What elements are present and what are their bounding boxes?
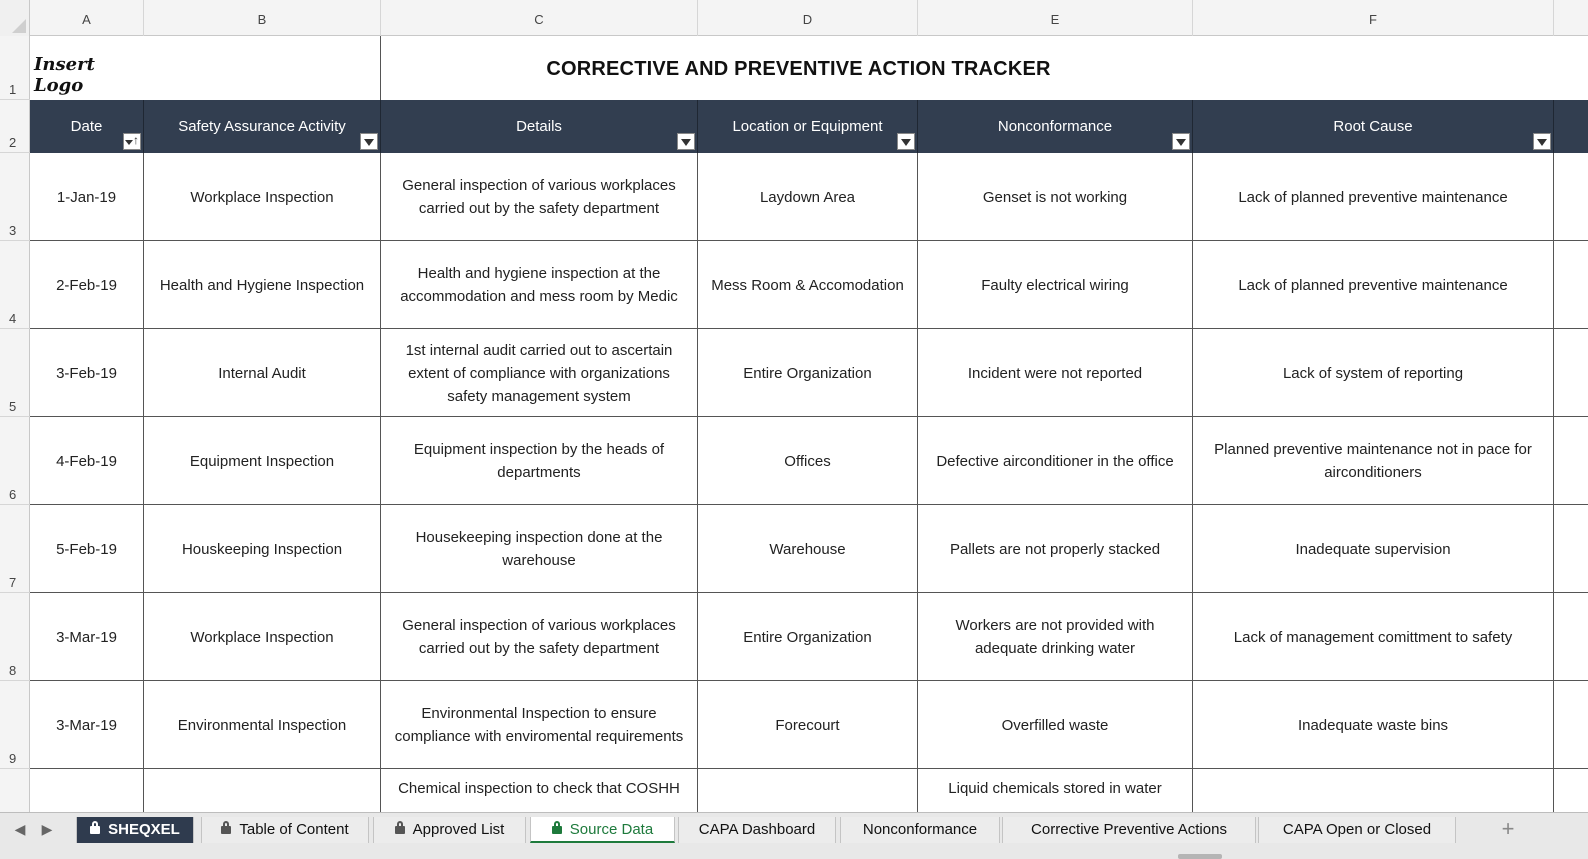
sheet-tab[interactable]: [76, 817, 194, 843]
cell-date[interactable]: 3-Mar-19: [30, 593, 144, 681]
select-all-corner[interactable]: [0, 0, 30, 36]
sheet-tab-label: Source Data: [569, 821, 654, 838]
cell-details[interactable]: Housekeeping inspection done at the warehouse: [381, 505, 698, 593]
cell-root-cause[interactable]: [1193, 769, 1554, 812]
cell-root-cause[interactable]: Planned preventive maintenance not in pace for airconditioners: [1193, 417, 1554, 505]
column-header-d[interactable]: D: [698, 0, 918, 36]
cell-details[interactable]: Chemical inspection to check that COSHH: [381, 769, 698, 812]
cell-overflow[interactable]: [1554, 681, 1588, 769]
row-header[interactable]: [0, 505, 30, 593]
cell-activity[interactable]: Workplace Inspection: [144, 593, 381, 681]
row-number: 7: [9, 575, 17, 590]
cell-date[interactable]: 5-Feb-19: [30, 505, 144, 593]
filter-dropdown-button[interactable]: [897, 133, 915, 150]
cell-location[interactable]: Entire Organization: [698, 593, 918, 681]
cell-date[interactable]: 1-Jan-19: [30, 153, 144, 241]
row-number: 5: [9, 399, 17, 414]
cell-location[interactable]: Warehouse: [698, 505, 918, 593]
cell-overflow[interactable]: [1554, 505, 1588, 593]
cell-date[interactable]: [30, 769, 144, 812]
cell-root-cause[interactable]: Lack of system of reporting: [1193, 329, 1554, 417]
row-header[interactable]: [0, 329, 30, 417]
cell-overflow[interactable]: [1554, 329, 1588, 417]
row-header[interactable]: [0, 417, 30, 505]
sheet-tab-label: CAPA Dashboard: [698, 821, 816, 838]
cell-nonconformance[interactable]: Genset is not working: [918, 153, 1193, 241]
row-number: 6: [9, 487, 17, 502]
cell-overflow[interactable]: [1554, 153, 1588, 241]
column-header-c[interactable]: C: [381, 0, 698, 36]
cell-activity[interactable]: Environmental Inspection: [144, 681, 381, 769]
filter-dropdown-button[interactable]: [677, 133, 695, 150]
row-header[interactable]: [0, 241, 30, 329]
cell-details[interactable]: General inspection of various workplaces carried out by the safety department: [381, 153, 698, 241]
table-row: [30, 769, 1588, 812]
lock-icon: [90, 826, 100, 834]
sheet-tab[interactable]: [840, 817, 1000, 843]
lock-icon: [395, 826, 405, 834]
header-label: Details: [516, 118, 562, 135]
sheet-tab[interactable]: [373, 817, 526, 843]
table-row: [30, 505, 1588, 593]
filter-dropdown-button[interactable]: [1172, 133, 1190, 150]
cell-date[interactable]: 3-Mar-19: [30, 681, 144, 769]
logo-placeholder[interactable]: Insert Logo: [34, 54, 95, 96]
cell-details[interactable]: 1st internal audit carried out to ascertain extent of compliance with organizations safety management system: [381, 329, 698, 417]
header-location[interactable]: [698, 100, 918, 153]
column-header-e[interactable]: E: [918, 0, 1193, 36]
cell-nonconformance[interactable]: Pallets are not properly stacked: [918, 505, 1193, 593]
cell-activity[interactable]: Houskeeping Inspection: [144, 505, 381, 593]
cell-details[interactable]: Environmental Inspection to ensure compliance with enviromental requirements: [381, 681, 698, 769]
cell-nonconformance[interactable]: Incident were not reported: [918, 329, 1193, 417]
row-header[interactable]: [0, 153, 30, 241]
header-label: Location or Equipment: [732, 118, 883, 135]
cell-activity[interactable]: Internal Audit: [144, 329, 381, 417]
cell-details[interactable]: Equipment inspection by the heads of departments: [381, 417, 698, 505]
header-label: Safety Assurance Activity: [178, 118, 346, 135]
table-row: [30, 417, 1588, 505]
sheet-tab-label: Nonconformance: [862, 821, 978, 838]
cell-root-cause[interactable]: Inadequate supervision: [1193, 505, 1554, 593]
cell-details[interactable]: Health and hygiene inspection at the accommodation and mess room by Medic: [381, 241, 698, 329]
cell-nonconformance[interactable]: Workers are not provided with adequate drinking water: [918, 593, 1193, 681]
row-header[interactable]: [0, 593, 30, 681]
table-header-row: [30, 100, 1588, 153]
sheet-tab-label: CAPA Open or Closed: [1282, 821, 1432, 838]
page-title[interactable]: CORRECTIVE AND PREVENTIVE ACTION TRACKER: [546, 58, 1051, 80]
header-label: Date: [70, 118, 103, 135]
sheet-tab-label: Table of Content: [239, 821, 349, 838]
cell-location[interactable]: Mess Room & Accomodation: [698, 241, 918, 329]
cell-date[interactable]: 4-Feb-19: [30, 417, 144, 505]
header-label: Nonconformance: [997, 118, 1113, 135]
row-number: 4: [9, 311, 17, 326]
sheet-tab-bar: [0, 812, 1588, 859]
header-root-cause[interactable]: [1193, 100, 1554, 153]
cell-date[interactable]: 2-Feb-19: [30, 241, 144, 329]
table-row: [30, 329, 1588, 417]
cell-overflow[interactable]: [1554, 417, 1588, 505]
sheet-tab[interactable]: [530, 817, 675, 843]
sheet-tab[interactable]: [1002, 817, 1256, 843]
cell-overflow[interactable]: [1554, 769, 1588, 812]
cell-overflow[interactable]: [1554, 241, 1588, 329]
sort-filter-button[interactable]: [123, 133, 141, 150]
lock-icon: [221, 826, 231, 834]
lock-icon: [552, 826, 562, 834]
cell-location[interactable]: [698, 769, 918, 812]
filter-dropdown-button[interactable]: [360, 133, 378, 150]
table-row: [30, 593, 1588, 681]
cell-location[interactable]: Entire Organization: [698, 329, 918, 417]
row-number: 8: [9, 663, 17, 678]
header-date[interactable]: [30, 100, 144, 153]
add-sheet-button[interactable]: +: [1501, 816, 1515, 841]
row-header-bar: [0, 36, 30, 812]
cell-activity[interactable]: Health and Hygiene Inspection: [144, 241, 381, 329]
cell-details[interactable]: General inspection of various workplaces carried out by the safety department: [381, 593, 698, 681]
column-header-bar: [0, 0, 1588, 36]
cell-nonconformance[interactable]: Defective airconditioner in the office: [918, 417, 1193, 505]
filter-dropdown-button[interactable]: [1533, 133, 1551, 150]
cell-location[interactable]: Laydown Area: [698, 153, 918, 241]
sheet-tab[interactable]: [678, 817, 836, 843]
row-number: 1: [9, 82, 17, 97]
cell-activity[interactable]: Workplace Inspection: [144, 153, 381, 241]
sheet-tab[interactable]: [1258, 817, 1456, 843]
header-activity[interactable]: [144, 100, 381, 153]
table-row: [30, 241, 1588, 329]
row-header[interactable]: [0, 681, 30, 769]
cell-root-cause[interactable]: Lack of management comittment to safety: [1193, 593, 1554, 681]
previous-sheet-icon[interactable]: ◀: [14, 821, 26, 837]
row-header[interactable]: [0, 36, 30, 100]
sheet-tab-label: Approved List: [412, 821, 505, 838]
next-sheet-icon[interactable]: ▶: [41, 821, 53, 837]
sheet-tab-label: Corrective Preventive Actions: [1031, 821, 1227, 838]
column-header-b[interactable]: B: [144, 0, 381, 36]
cell-overflow[interactable]: [1554, 593, 1588, 681]
cell-root-cause[interactable]: Lack of planned preventive maintenance: [1193, 153, 1554, 241]
header-label: Root Cause: [1333, 118, 1413, 135]
cell-root-cause[interactable]: Inadequate waste bins: [1193, 681, 1554, 769]
cell-nonconformance[interactable]: Overfilled waste: [918, 681, 1193, 769]
cell-activity[interactable]: Equipment Inspection: [144, 417, 381, 505]
cell-location[interactable]: Offices: [698, 417, 918, 505]
table-row: [30, 681, 1588, 769]
row-number: 2: [9, 135, 17, 150]
sheet-tab-label: SHEQXEL: [108, 821, 180, 838]
cell-nonconformance[interactable]: Faulty electrical wiring: [918, 241, 1193, 329]
cell-root-cause[interactable]: Lack of planned preventive maintenance: [1193, 241, 1554, 329]
row-number: 9: [9, 751, 17, 766]
horizontal-scrollbar[interactable]: [1178, 854, 1222, 859]
sheet-tab[interactable]: [201, 817, 369, 843]
header-details[interactable]: [381, 100, 698, 153]
row-number: 3: [9, 223, 17, 238]
header-nonconformance[interactable]: [918, 100, 1193, 153]
cell-date[interactable]: 3-Feb-19: [30, 329, 144, 417]
column-header-f[interactable]: F: [1193, 0, 1554, 36]
column-header-a[interactable]: A: [30, 0, 144, 36]
row-header[interactable]: [0, 100, 30, 153]
cell-nonconformance[interactable]: Liquid chemicals stored in water: [918, 769, 1193, 812]
cell-location[interactable]: Forecourt: [698, 681, 918, 769]
cell-activity[interactable]: [144, 769, 381, 812]
table-row: [30, 153, 1588, 241]
